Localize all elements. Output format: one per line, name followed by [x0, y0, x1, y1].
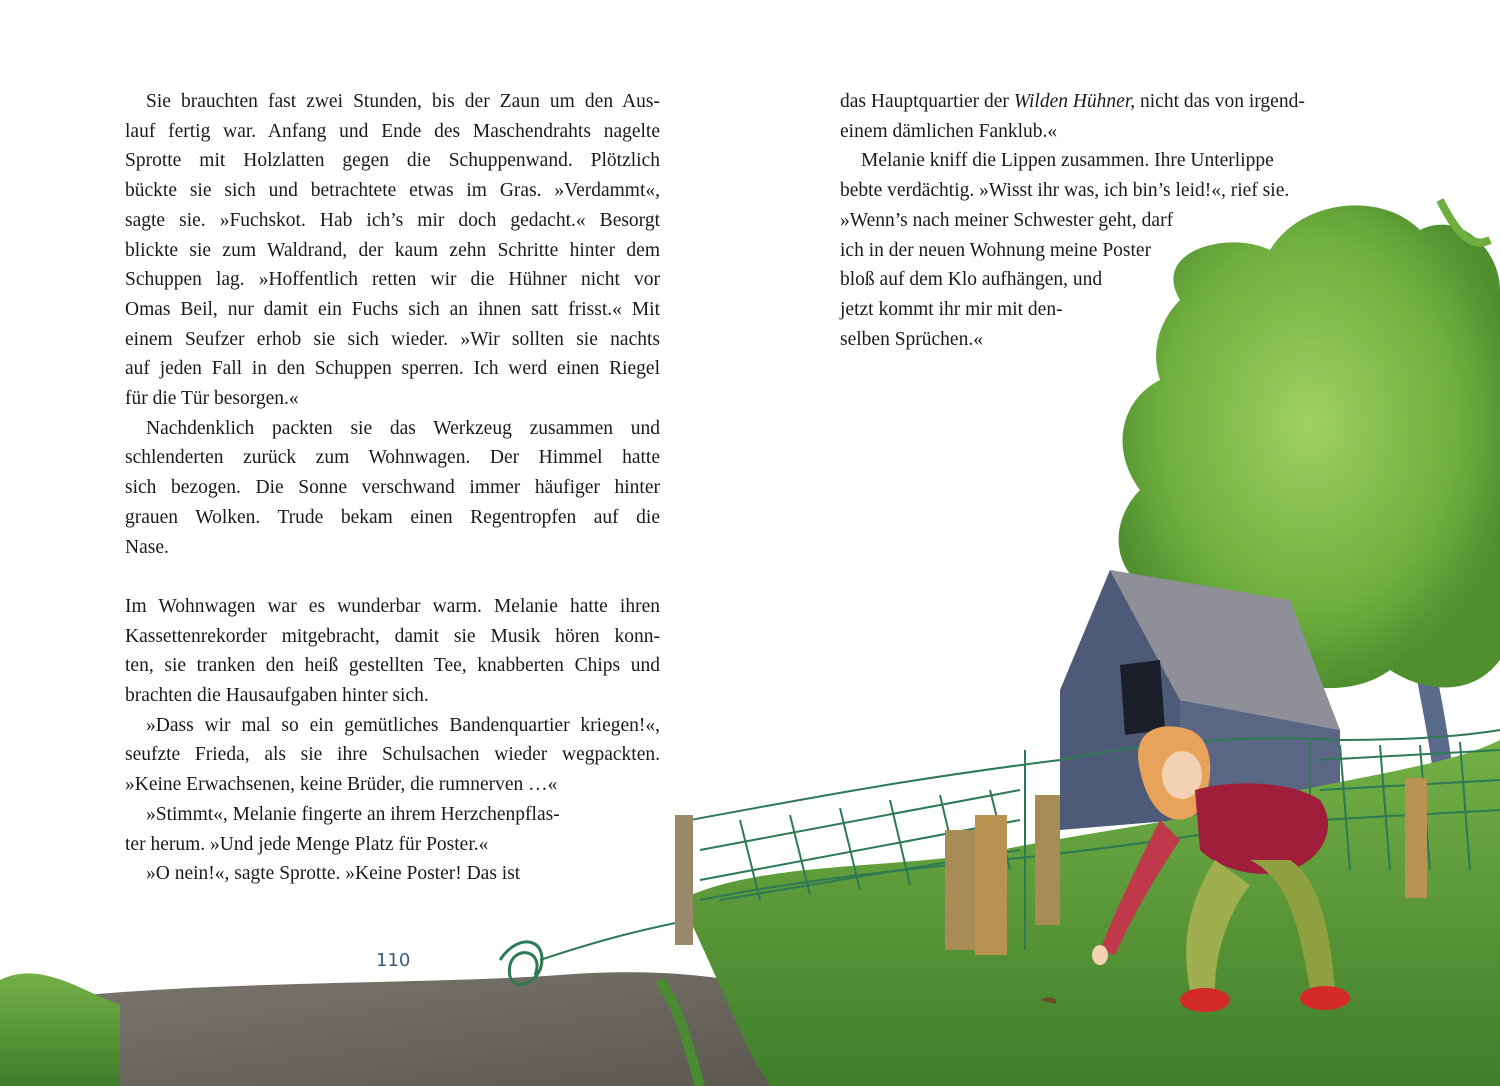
- text-line: »O nein!«, sagte Sprotte. »Keine Poster! Das ist: [146, 863, 521, 885]
- text-line: »Keine Erwachsenen, keine Brüder, die rumnerven …«: [125, 774, 558, 796]
- text-line: Sprotte mit Holzlatten gegen die Schuppenwand. Plötzlich: [125, 150, 660, 172]
- text-line: sich bezogen. Die Sonne verschwand immer häufiger hinter: [125, 477, 660, 499]
- text-run: nicht das von irgend-: [1135, 91, 1305, 112]
- text-line: für die Tür besorgen.«: [125, 388, 299, 410]
- text-line: seufzte Frieda, als sie ihre Schulsachen wieder wegpackten.: [125, 744, 660, 766]
- text-line: sagte sie. »Fuchskot. Hab ich’s mir doch gedacht.« Besorgt: [125, 209, 660, 231]
- text-run: das Hauptquartier der: [840, 91, 1014, 112]
- text-line: Schuppen lag. »Hoffentlich retten wir die Hühner nicht vor: [125, 269, 660, 291]
- text-line: Melanie kniff die Lippen zusammen. Ihre Unterlippe: [861, 150, 1274, 172]
- text-line: jetzt kommt ihr mir mit den-: [840, 298, 1063, 320]
- text-line: Im Wohnwagen war es wunderbar warm. Melanie hatte ihren: [125, 595, 660, 617]
- text-line: auf jeden Fall in den Schuppen sperren. Ich werd einen Riegel: [125, 358, 660, 380]
- band-name-italic: Wilden Hühner,: [1013, 91, 1136, 112]
- text-line: Nachdenklich packten sie das Werkzeug zusammen und: [146, 417, 660, 439]
- text-line: selben Sprüchen.«: [840, 328, 983, 350]
- right-page-text: [840, 87, 1380, 354]
- text-line: grauen Wolken. Trude bekam einen Regentropfen auf die: [125, 506, 660, 528]
- text-line: bloß auf dem Klo aufhängen, und: [840, 269, 1103, 291]
- text-line: Sie brauchten fast zwei Stunden, bis der Zaun um den Aus-: [146, 91, 660, 112]
- text-line: [840, 87, 1380, 117]
- text-line: »Stimmt«, Melanie fingerte an ihrem Herzchenpflas-: [146, 803, 560, 825]
- right-page: [750, 0, 1500, 1086]
- text-line: Omas Beil, nur damit ein Fuchs sich an ihnen satt frisst.« Mit: [125, 298, 660, 320]
- section-break: [125, 562, 660, 592]
- left-page-text: [125, 87, 660, 889]
- text-line: ten, sie tranken den heiß gestellten Tee, knabberten Chips und: [125, 655, 660, 677]
- text-line: bückte sie sich und betrachtete etwas im Gras. »Verdammt«,: [125, 180, 660, 202]
- text-line: lauf fertig war. Anfang und Ende des Maschendrahts nagelte: [125, 120, 660, 142]
- text-line: Kassettenrekorder mitgebracht, damit sie Musik hören konn-: [125, 625, 660, 647]
- text-line: brachten die Hausaufgaben hinter sich.: [125, 685, 429, 707]
- text-line: ter herum. »Und jede Menge Platz für Poster.«: [125, 833, 489, 855]
- text-line: »Wenn’s nach meiner Schwester geht, darf: [840, 209, 1174, 231]
- page-number: 110: [376, 950, 411, 971]
- text-line: einem dämlichen Fanklub.«: [840, 120, 1058, 142]
- text-line: »Dass wir mal so ein gemütliches Bandenquartier kriegen!«,: [146, 714, 660, 736]
- text-line: einem Seufzer erhob sie sich wieder. »Wir sollten sie nachts: [125, 328, 660, 350]
- text-line: bebte verdächtig. »Wisst ihr was, ich bin’s leid!«, rief sie.: [840, 180, 1290, 202]
- text-line: schlenderten zurück zum Wohnwagen. Der Himmel hatte: [125, 447, 660, 469]
- text-line: ich in der neuen Wohnung meine Poster: [840, 239, 1152, 261]
- text-line: blickte sie zum Waldrand, der kaum zehn Schritte hinter dem: [125, 239, 660, 261]
- text-line: Nase.: [125, 536, 169, 558]
